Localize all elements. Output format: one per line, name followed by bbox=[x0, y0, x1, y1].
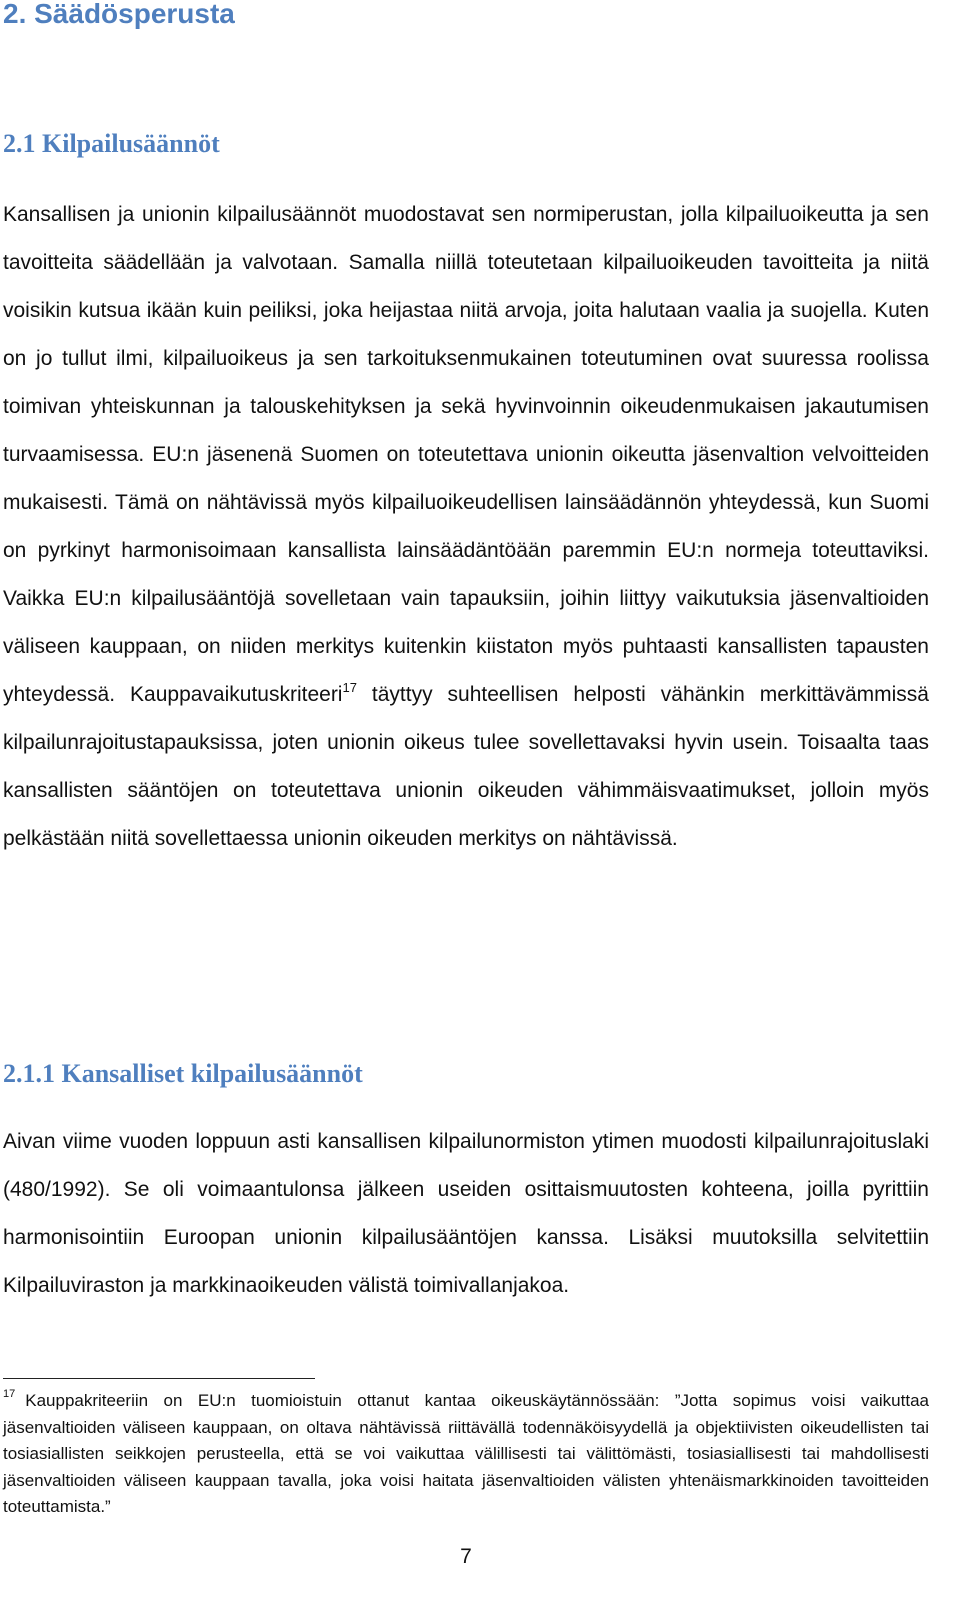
footnote-separator bbox=[3, 1378, 315, 1379]
footnote-text: Kauppakriteeriin on EU:n tuomioistuin ottanut kantaa oikeuskäytännössään: ”Jotta sopimus voisi vaikuttaa jäsenvaltioiden väliseen kauppaan, on oltava nähtävissä riittävällä todennäköisyydellä ja objektiivisten oikeudellisten tai tosiasiallisten seikkojen perusteella, että se voi vaikuttaa välillisesti tai välittömästi, tosiasiallisesti tai mahdollisesti jäsenvaltioiden väliseen kauppaan tavalla, joka voisi haitata jäsenvaltioiden välisten yhtenäismarkkinoiden tavoitteiden toteuttamista.” bbox=[3, 1391, 929, 1516]
subsubsection-heading: 2.1.1 Kansalliset kilpailusäännöt bbox=[3, 1059, 363, 1088]
footnote-17 bbox=[3, 1388, 929, 1521]
paragraph-text-after-ref: täyttyy suhteellisen helposti vähänkin merkittävämmissä kilpailunrajoitustapauksissa, joten unionin oikeus tulee sovellettavaksi hyvin usein. Toisaalta taas kansallisten sääntöjen on toteutettava unionin oikeuden vähimmäisvaatimukset, jolloin myös pelkästään niitä sovellettaessa unionin oikeuden merkitys on nähtävissä. bbox=[3, 683, 929, 850]
body-paragraph-competition-rules bbox=[3, 191, 929, 863]
body-paragraph-national-rules: Aivan viime vuoden loppuun asti kansallisen kilpailunormiston ytimen muodosti kilpailunrajoituslaki (480/1992). Se oli voimaantulonsa jälkeen useiden osittaismuutosten kohteena, joilla pyrittiin harmonisointiin Euroopan unionin kilpailusääntöjen kanssa. Lisäksi muutoksilla selvitettiin Kilpailuviraston ja markkinaoikeuden välistä toimivallanjakoa. bbox=[3, 1130, 929, 1297]
footnote-reference-17[interactable]: 17 bbox=[342, 680, 357, 695]
page-number: 7 bbox=[460, 1545, 472, 1568]
paragraph-text-before-ref: Kansallisen ja unionin kilpailusäännöt muodostavat sen normiperustan, jolla kilpailuoikeutta ja sen tavoitteita säädellään ja valvotaan. Samalla niillä toteutetaan kilpailuoikeuden tavoitteita ja niitä voisikin kutsua ikään kuin peiliksi, joka heijastaa niitä arvoja, joita halutaan vaalia ja suojella. Kuten on jo tullut ilmi, kilpailuoikeus ja sen tarkoituksenmukainen toteutuminen ovat suuressa roolissa toimivan yhteiskunnan ja talouskehityksen ja sekä hyvinvoinnin oikeudenmukaisen jakautumisen turvaamisessa. EU:n jäsenenä Suomen on toteutettava unionin oikeutta jäsenvaltion velvoitteiden mukaisesti. Tämä on nähtävissä myös kilpailuoikeudellisen lainsäädännön yhteydessä, kun Suomi on pyrkinyt harmonisoimaan kansallista lainsäädäntöään paremmin EU:n normeja toteuttaviksi. Vaikka EU:n kilpailusääntöjä sovelletaan vain tapauksiin, joihin liittyy vaikutuksia jäsenvaltioiden väliseen kauppaan, on niiden merkitys kuitenkin kiistaton myös puhtaasti kansallisten tapausten yhteydessä. Kauppavaikutuskriteeri bbox=[3, 203, 929, 706]
subsection-heading: 2.1 Kilpailusäännöt bbox=[3, 129, 220, 158]
section-heading: 2. Säädösperusta bbox=[3, 0, 235, 29]
footnote-number: 17 bbox=[3, 1388, 16, 1400]
